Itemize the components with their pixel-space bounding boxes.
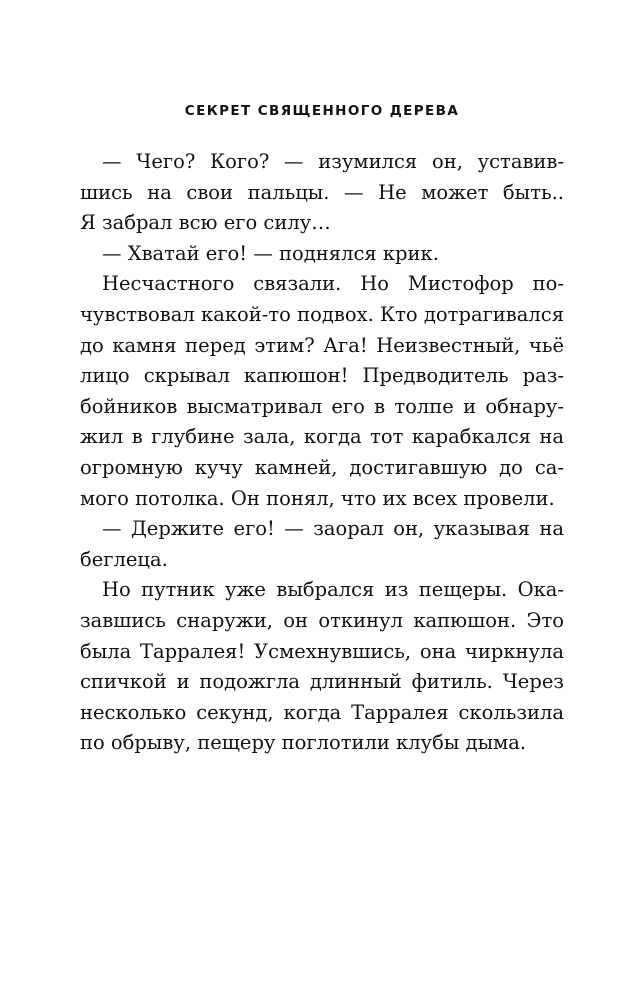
paragraph <box>80 239 564 270</box>
text-line: спичкой и подожгла длинный фитиль. Через <box>80 670 564 694</box>
running-head: СЕКРЕТ СВЯЩЕННОГО ДЕРЕВА <box>184 103 460 119</box>
text-line: бойников высматривал его в толпе и обнару- <box>80 394 564 418</box>
text-line: была Тарралея! Усмехнувшись, она чиркнула <box>80 639 564 663</box>
text-line: завшись снаружи, он откинул капюшон. Это <box>80 608 564 632</box>
text-line: огромную кучу камней, достигавшую до са- <box>80 455 564 479</box>
body-text <box>80 147 564 759</box>
paragraph <box>80 514 564 575</box>
text-line: несколько секунд, когда Тарралея скользила <box>80 700 564 724</box>
text-line: чувствовал какой-то подвох. Кто дотрагивался <box>80 302 564 326</box>
paragraph <box>80 575 564 759</box>
text-line: — Чего? Кого? — изумился он, уставив- <box>102 150 564 173</box>
text-line: шись на свои пальцы. — Не может быть.. <box>80 180 564 204</box>
text-line: — Хватай его! — поднялся крик. <box>102 241 439 265</box>
text-line: жил в глубине зала, когда тот карабкался на <box>80 425 564 449</box>
text-line: Я забрал всю его силу… <box>80 211 331 235</box>
text-line: — Держите его! — заорал он, указывая на <box>102 517 564 541</box>
text-line: лицо скрывал капюшон! Предводитель раз- <box>80 364 564 388</box>
text-line: по обрыву, пещеру поглотили клубы дыма. <box>80 731 527 755</box>
paragraph <box>80 147 564 239</box>
text-line: беглеца. <box>80 547 168 571</box>
text-line: Несчастного связали. Но Мистофор по- <box>102 272 564 296</box>
paragraph <box>80 269 564 514</box>
text-line: мого потолка. Он понял, что их всех провели. <box>80 486 555 510</box>
text-line: Но путник уже выбрался из пещеры. Ока- <box>102 578 564 602</box>
text-line: до камня перед этим? Ага! Неизвестный, чьё <box>80 333 564 357</box>
